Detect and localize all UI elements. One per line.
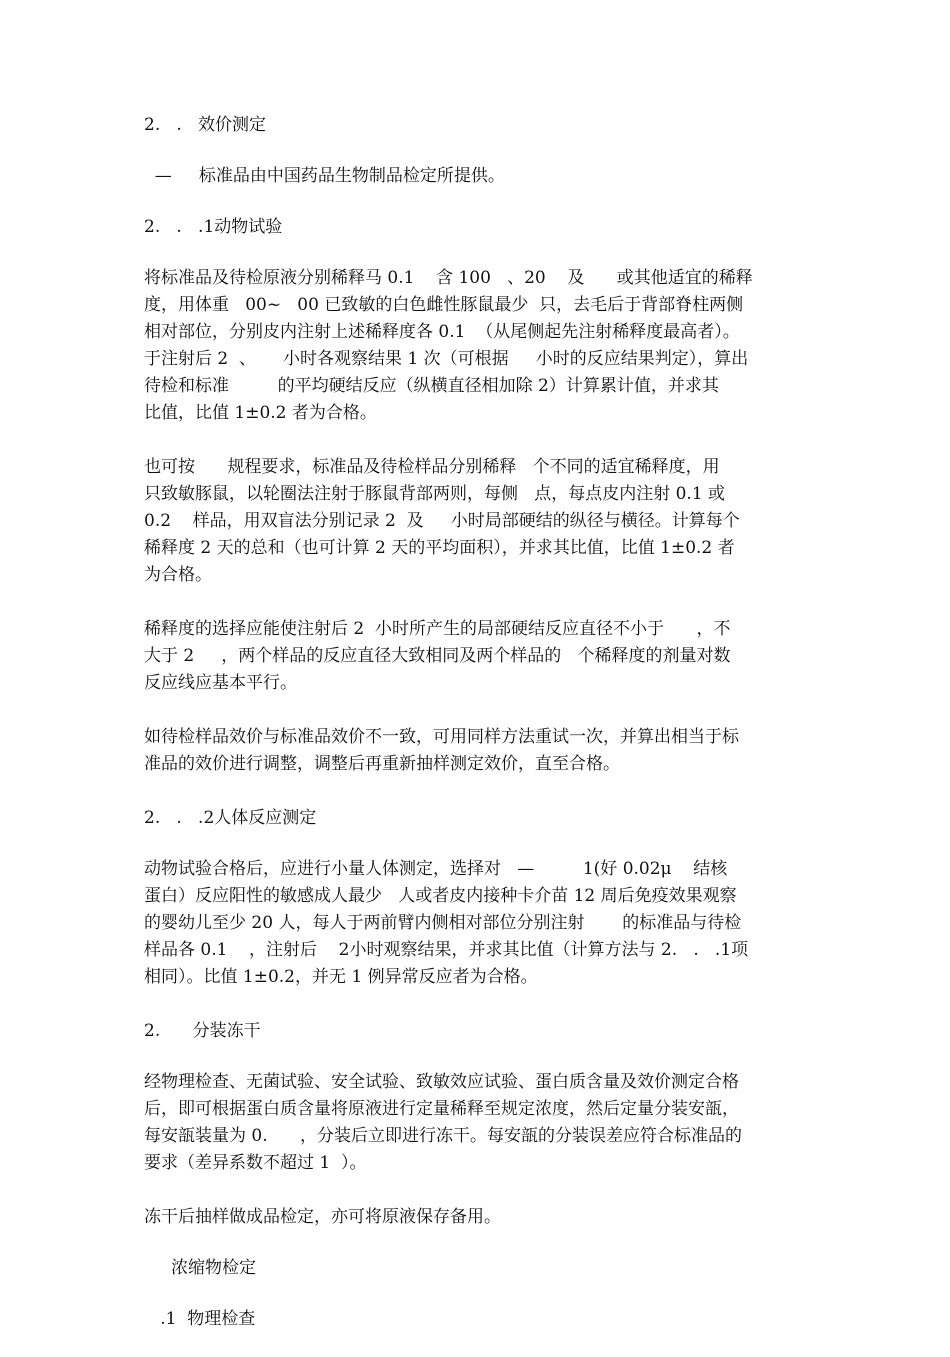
text-line: 蛋白）反应阳性的敏感成人最少 人或者皮内接种卡介苗 12 周后免疫效果观察 xyxy=(144,886,737,906)
paragraph-human-test xyxy=(144,856,812,991)
section-heading-physical-check: .1 物理检查 xyxy=(144,1309,256,1329)
text-line: 于注射后 2 、 小时各观察结果 1 次（可根据 小时的反应结果判定），算出 xyxy=(144,349,749,369)
paragraph-filling xyxy=(144,1069,812,1177)
text-line: 后，即可根据蛋白质含量将原液进行定量稀释至规定浓度，然后定量分装安瓿， xyxy=(144,1099,739,1119)
text-line: 经物理检查、无菌试验、安全试验、致敏效应试验、蛋白质含量及效价测定合格 xyxy=(144,1072,739,1092)
text-line: 要求（差异系数不超过 1 ）。 xyxy=(144,1153,367,1173)
paragraph-animal-test xyxy=(144,265,812,427)
text-line: 稀释度 2 天的总和（也可计算 2 天的平均面积），并求其比值，比值 1±0.2 者 xyxy=(144,538,735,558)
text-line: 大于 2 ，两个样品的反应直径大致相同及两个样品的 个稀释度的剂量对数 xyxy=(144,646,731,666)
text-line: 只致敏豚鼠，以轮圈法注射于豚鼠背部两则，每侧 点，每点皮内注射 0.1 或 xyxy=(144,484,726,504)
standard-source-note: — 标准品由中国药品生物制品检定所提供。 xyxy=(144,166,505,186)
text-line: 为合格。 xyxy=(144,565,212,585)
text-line: 样品各 0.1 ，注射后 2小时观察结果，并求其比值（计算方法与 2. . .1项 xyxy=(144,940,749,960)
text-line: 相对部位，分别皮内注射上述稀释度各 0.1 （从尾侧起先注射稀释度最高者）。 xyxy=(144,322,740,342)
section-heading-animal-test: 2. . .1动物试验 xyxy=(144,217,283,237)
document-page xyxy=(144,112,812,1357)
section-heading-potency: 2. . 效价测定 xyxy=(144,115,267,135)
text-line: 将标准品及待检原液分别稀释马 0.1 含 100 、20 及 或其他适宜的稀释 xyxy=(144,268,753,288)
paragraph-retest xyxy=(144,724,812,778)
paragraph-dilution-choice xyxy=(144,616,812,697)
text-line: 准品的效价进行调整，调整后再重新抽样测定效价，直至合格。 xyxy=(144,754,620,774)
text-line: 也可按 规程要求，标准品及待检样品分别稀释 个不同的适宜稀释度，用 xyxy=(144,457,720,477)
paragraph-alternative-method xyxy=(144,454,812,589)
section-heading-filling: 2. 分装冻干 xyxy=(144,1021,261,1041)
text-line: 相同）。比值 1±0.2，并无 1 例异常反应者为合格。 xyxy=(144,967,538,987)
text-line: 稀释度的选择应能使注射后 2 小时所产生的局部硬结反应直径不小于 ，不 xyxy=(144,619,731,639)
text-line: 如待检样品效价与标准品效价不一致，可用同样方法重试一次，并算出相当于标 xyxy=(144,727,739,747)
text-line: 待检和标准 的平均硬结反应（纵横直径相加除 2）计算累计值，并求其 xyxy=(144,376,719,396)
paragraph-sampling: 冻干后抽样做成品检定，亦可将原液保存备用。 xyxy=(144,1207,501,1227)
text-line: 反应线应基本平行。 xyxy=(144,673,297,693)
section-heading-concentrate: 浓缩物检定 xyxy=(144,1258,257,1278)
text-line: 每安瓿装量为 0. ，分装后立即进行冻干。每安瓿的分装误差应符合标准品的 xyxy=(144,1126,743,1146)
text-line: 比值，比值 1±0.2 者为合格。 xyxy=(144,403,377,423)
text-line: 动物试验合格后，应进行小量人体测定，选择对 — 1(好 0.02μ 结核 xyxy=(144,859,728,879)
text-line: 0.2 样品，用双盲法分别记录 2 及 小时局部硬结的纵径与横径。计算每个 xyxy=(144,511,740,531)
text-line: 度，用体重 00~ 00 已致敏的白色雌性豚鼠最少 只，去毛后于背部脊柱两侧 xyxy=(144,295,744,315)
text-line: 的婴幼儿至少 20 人，每人于两前臂内侧相对部位分别注射 的标准品与待检 xyxy=(144,913,742,933)
section-heading-human-test: 2. . .2人体反应测定 xyxy=(144,808,317,828)
